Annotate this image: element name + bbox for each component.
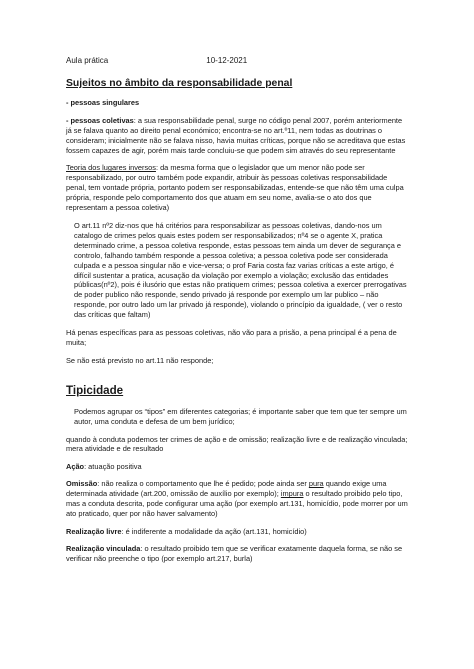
paragraph-omissao bbox=[66, 479, 408, 519]
paragraph-previsto: Se não está previsto no art.11 não responde; bbox=[66, 355, 214, 365]
text-omissao-1: : não realiza o comportamento que lhe é pedido; pode ainda ser bbox=[97, 479, 309, 489]
text-coletivas: : a sua responsabilidade penal, surge no código penal 2007, porém anteriormente já se falava quanto ao direito penal económico; encontra-se no art.º11, nem todas as doutrinas o consideram; inicialmente não se falava nisso, havia muitas críticas, porque não se acreditava que estas fossem capazes de agir, porém mais tarde concluiu-se que podem sim através do seu representante bbox=[66, 115, 406, 155]
label-livre: Realização livre bbox=[66, 526, 122, 536]
label-teoria: Teoria dos lugares inversos bbox=[66, 163, 156, 173]
paragraph-vinculada bbox=[66, 544, 408, 564]
paragraph-tipicidade-intro: Podemos agrupar os “tipos” em diferentes categorias; é importante saber que tem que ter sempre um autor, uma conduta e defesa de um bem jurídico; bbox=[74, 406, 407, 426]
text-omissao-2: quando exige uma determinada atividade (art.200, omissão de auxílio por exemplo); bbox=[66, 479, 387, 499]
text-omissao-3: o resultado proibido pelo tipo, mas a conduta descrita, pode configurar uma ação (por exemplo art.131, homicídio, pode morrer por um ato praticado, quer por não haver salvamento) bbox=[66, 489, 408, 518]
subheading-singulares: - pessoas singulares bbox=[66, 97, 140, 107]
text-livre: : é indiferente a modalidade da ação (art.131, homicídio) bbox=[121, 526, 307, 536]
paragraph-conduta: quando à conduta podemos ter crimes de ação e de omissão; realização livre e de realização vinculada; mera atividade e de resultado bbox=[66, 434, 408, 454]
text-teoria: : da mesma forma que o legislador que um menor não pode ser responsabilizado, por outro também pode expandir, atribuir às pessoas coletivas responsabilidade penal, tem vontade própria, portanto podem ser responsabilizadas, entende-se que não têm uma culpa própria, responde pelo comportamento dos que atuam em seu nome, avalia-se o ato dos que representam a pessoa coletiva) bbox=[66, 163, 404, 213]
paragraph-acao bbox=[66, 462, 408, 472]
label-omissao: Omissão bbox=[66, 479, 98, 489]
term-pura: pura bbox=[308, 479, 324, 489]
text-acao: : atuação positiva bbox=[84, 462, 142, 472]
paragraph-teoria bbox=[66, 163, 408, 213]
section-title: Sujeitos no âmbito da responsabilidade penal bbox=[66, 77, 293, 89]
paragraph-art11: O art.11 nº2 diz-nos que há critérios para responsabilizar as pessoas coletivas, dando-nos um catalogo de crimes pelos quais estes podem ser responsabilizados; nº4 se o agente X, pratica determinado crime, a pessoa coletiva responde, estas pessoas tem ainda um dever de segurança e controlo, falhando também responde a pessoa coletiva; a pessoa coletiva pode ser considerada culpada e a pessoa singular não e vice-versa; o prof Faria costa faz varias críticas a este artigo, é difícil sustentar a pratica, acusação da violação por exemplo a violação; exclusão das entidades públicas(nº2), pois é ilusório que estas não pratiquem crimes; pessoa coletiva a exercer prerrogativas de poder publico não responde, sendo privado já responde por exemplo um lar publico – não responde, por outro lado um lar privado já responde), violando o princípio da igualdade, ( ver o resto das críticas que faltam) bbox=[74, 220, 407, 320]
term-impura: impura bbox=[280, 489, 304, 499]
label-vinculada: Realização vinculada bbox=[66, 543, 141, 553]
paragraph-penas: Há penas específicas para as pessoas coletivas, não vão para a prisão, a pena principal é a pena de muita; bbox=[66, 328, 397, 347]
label-acao: Ação bbox=[66, 462, 85, 472]
page-header bbox=[66, 56, 408, 66]
paragraph-livre bbox=[66, 527, 408, 537]
section-title-tipicidade: Tipicidade bbox=[66, 383, 124, 397]
text-vinculada: : o resultado proibido tem que se verificar exatamente daquela forma, se não se verificar não preenche o tipo (por exemplo art.217, burla) bbox=[66, 543, 403, 563]
paragraph-coletivas bbox=[66, 116, 408, 156]
date-label: 10-12-2021 bbox=[206, 56, 248, 65]
label-coletivas: - pessoas coletivas bbox=[66, 115, 134, 125]
course-label: Aula prática bbox=[66, 56, 109, 65]
